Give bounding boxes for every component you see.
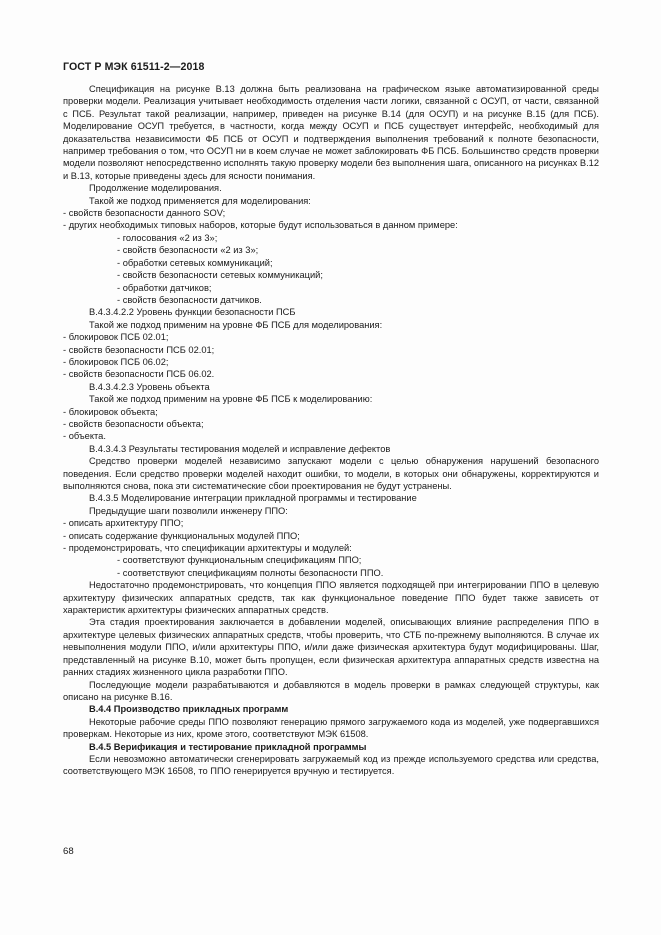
- list-item: - блокировок ПСБ 02.01;: [63, 331, 599, 343]
- text-line: Такой же подход применим на уровне ФБ ПСБ к моделированию:: [89, 394, 373, 405]
- list-item: - соответствуют спецификациям полноты безопасности ППО.: [63, 567, 599, 579]
- list-item: - обработки сетевых коммуникаций;: [63, 257, 599, 269]
- text-line: В.4.3.4.2.2 Уровень функции безопасности ПСБ: [89, 307, 296, 318]
- list-item: - голосования «2 из 3»;: [63, 232, 599, 244]
- paragraph: Спецификация на рисунке В.13 должна быть реализована на графическом языке автоматизированной среды проверки модели. Реализация учитывает необходимость отделения части логики, связанной с ОСУП, от части, связанной с ПСБ. Результат такой реализации, например, приведен на рисунке В.14 (для ОСУП) и на рисунке В.15 (для ПСБ). Моделирование ОСУП требуется, в частности, когда между ОСУП и ПСБ существует интерфейс, необходимый для доказательства независимости ФБ ПСБ от ОСУП и подтверждения выполнения требований к полноте безопасности, например требования о том, что ОСУП ни в коем случае не может заблокировать ФБ ПСБ. Большинство средств проверки модели позволяют непосредственно исполнять такую проверку модели без выполнения шага, описанного на рисунках В.12 и В.13, которые приведены здесь для ясности понимания.: [63, 84, 599, 181]
- list-item: - свойств безопасности ПСБ 06.02.: [63, 368, 599, 380]
- list-item: - других необходимых типовых наборов, которые будут использоваться в данном примере:: [63, 219, 599, 231]
- list-item: - описать архитектуру ППО;: [63, 517, 599, 529]
- text-line: В.4.3.4.2.3 Уровень объекта: [89, 381, 210, 392]
- text-line: Предыдущие шаги позволили инженеру ППО:: [89, 505, 288, 516]
- paragraph: Последующие модели разрабатываются и добавляются в модель проверки в рамках следующей структуры, как описано на рисунке В.16.: [63, 679, 599, 702]
- document-body: [63, 83, 599, 778]
- list-item: - объекта.: [63, 430, 599, 442]
- list-item: - описать содержание функциональных модулей ППО;: [63, 530, 599, 542]
- list-item: - блокировок объекта;: [63, 406, 599, 418]
- paragraph: Эта стадия проектирования заключается в добавлении моделей, описывающих влияние распределения ППО в архитектуре целевых физических аппаратных средств, чтобы проверить, что СТБ по-прежнему выполняются. В случае их невыполнения модули ППО, и/или архитектуры ППО, и/или даже физическая архитектура будут модифицированы. Шаг, представленный на рисунке В.10, может быть пропущен, если физическая архитектура аппаратных средств известна на ранних стадиях жизненного цикла разработки ППО.: [63, 617, 599, 678]
- paragraph: Некоторые рабочие среды ППО позволяют генерацию прямого загружаемого кода из моделей, уже подвергавшихся проверкам. Некоторые из них, кроме этого, соответствуют МЭК 61508.: [63, 716, 599, 740]
- paragraph: Недостаточно продемонстрировать, что концепция ППО является подходящей при интегрировании ППО в целевую архитектуру физических аппаратных средств, так как функциональное поведение ППО будет также зависеть от характеристик архитектуры физических аппаратных средств.: [63, 580, 599, 616]
- text-line: В.4.3.4.3 Результаты тестирования моделей и исправление дефектов: [89, 443, 391, 454]
- list-item: - продемонстрировать, что спецификации архитектуры и модулей:: [63, 542, 599, 554]
- paragraph: Средство проверки моделей независимо запускают модели с целью обнаружения нарушений безопасного поведения. Если средство проверки моделей находит ошибки, то модели, в которых они обнаружены, корректируются и выполняются снова, пока эти систематические сбои проектирования не будут устранены.: [63, 456, 599, 491]
- list-item: - блокировок ПСБ 06.02;: [63, 356, 599, 368]
- section-heading: В.4.5 Верификация и тестирование прикладной программы: [89, 741, 367, 752]
- text-line: Такой же подход применим на уровне ФБ ПСБ для моделирования:: [89, 319, 383, 330]
- list-item: - свойств безопасности «2 из 3»;: [63, 244, 599, 256]
- list-item: - свойств безопасности ПСБ 02.01;: [63, 344, 599, 356]
- paragraph: Если невозможно автоматически сгенерировать загружаемый код из прежде используемого средства или средства, соответствующего МЭК 16508, то ППО генерируется вручную и тестируется.: [63, 753, 599, 777]
- list-item: - свойств безопасности данного SOV;: [63, 207, 599, 219]
- text-line: Продолжение моделирования.: [89, 183, 222, 194]
- text-line: Такой же подход применяется для моделирования:: [89, 195, 311, 206]
- page-number: 68: [63, 846, 74, 857]
- list-item: - свойств безопасности сетевых коммуникаций;: [63, 269, 599, 281]
- list-item: - соответствуют функциональным спецификациям ППО;: [63, 554, 599, 566]
- list-item: - свойств безопасности объекта;: [63, 418, 599, 430]
- section-heading: В.4.4 Производство прикладных программ: [89, 704, 289, 715]
- list-item: - обработки датчиков;: [63, 282, 599, 294]
- text-line: В.4.3.5 Моделирование интеграции прикладной программы и тестирование: [89, 493, 417, 504]
- list-item: - свойств безопасности датчиков.: [63, 294, 599, 306]
- document-header: ГОСТ Р МЭК 61511-2—2018: [63, 61, 205, 73]
